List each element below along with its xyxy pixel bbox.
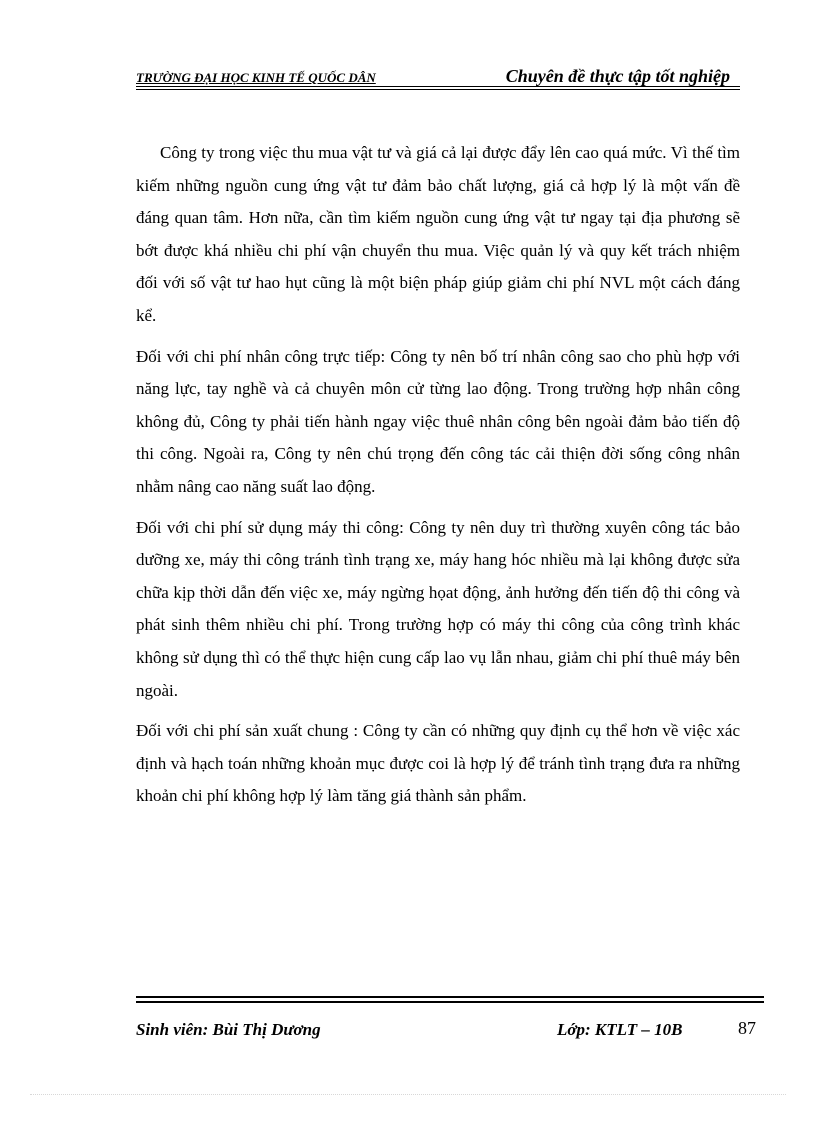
- class-label: Lớp: KTLT – 10B: [557, 1020, 683, 1039]
- body-text: [136, 137, 740, 821]
- footer-rule-top: [136, 996, 764, 998]
- document-title: Chuyên đề thực tập tốt nghiệp: [505, 66, 730, 86]
- university-name: TRƯỜNG ĐẠI HỌC KINH TẾ QUỐC DÂN: [136, 70, 376, 85]
- page-header: [136, 64, 740, 88]
- page-footer: [136, 1018, 764, 1046]
- header-rule: [136, 86, 740, 87]
- page-edge-dotted-line: [30, 1094, 786, 1095]
- page-number: 87: [738, 1018, 756, 1038]
- paragraph-machinery: Đối với chi phí sử dụng máy thi công: Công ty nên duy trì thường xuyên công tác bảo dưỡng xe, máy thi công tránh tình trạng xe, máy hang hóc nhiều mà lại không được sửa chữa kịp thời dẫn đến việc xe, máy ngừng họat động, ảnh hưởng đến tiến độ thi công và phát sinh thêm nhiều chi phí. Trong trường hợp có máy thi công của công trình khác không sử dụng thì có thể thực hiện cung cấp lao vụ lẫn nhau, giảm chi phí thuê máy bên ngoài.: [136, 517, 740, 700]
- paragraph-materials: Công ty trong việc thu mua vật tư và giá cả lại được đẩy lên cao quá mức. Vì thế tìm kiếm những nguồn cung ứng vật tư đảm bảo chất lượng, giá cả hợp lý là một vấn đề đáng quan tâm. Hơn nữa, cần tìm kiếm nguồn cung ứng vật tư ngay tại địa phương sẽ bớt được khá nhiều chi phí vận chuyển thu mua. Việc quản lý và quy kết trách nhiệm đối với số vật tư hao hụt cũng là một biện pháp giúp giảm chi phí NVL một cách đáng kể.: [136, 143, 740, 325]
- student-name: Sinh viên: Bùi Thị Dương: [136, 1020, 321, 1039]
- header-rule-secondary: [136, 89, 740, 90]
- paragraph-overhead: Đối với chi phí sản xuất chung : Công ty cần có những quy định cụ thể hơn về việc xác định và hạch toán những khoản mục được coi là hợp lý để tránh tình trạng đưa ra những khoản chi phí không hợp lý làm tăng giá thành sản phẩm.: [136, 721, 740, 806]
- footer-rule-bottom: [136, 1001, 764, 1003]
- paragraph-direct-labor: Đối với chi phí nhân công trực tiếp: Công ty nên bố trí nhân công sao cho phù hợp với năng lực, tay nghề và cả chuyên môn cử từng lao động. Trong trường hợp nhân công không đủ, Công ty phải tiến hành ngay việc thuê nhân công bên ngoài đảm bảo tiến độ thi công. Ngoài ra, Công ty nên chú trọng đến công tác cải thiện đời sống công nhân nhằm nâng cao năng suất lao động.: [136, 346, 740, 496]
